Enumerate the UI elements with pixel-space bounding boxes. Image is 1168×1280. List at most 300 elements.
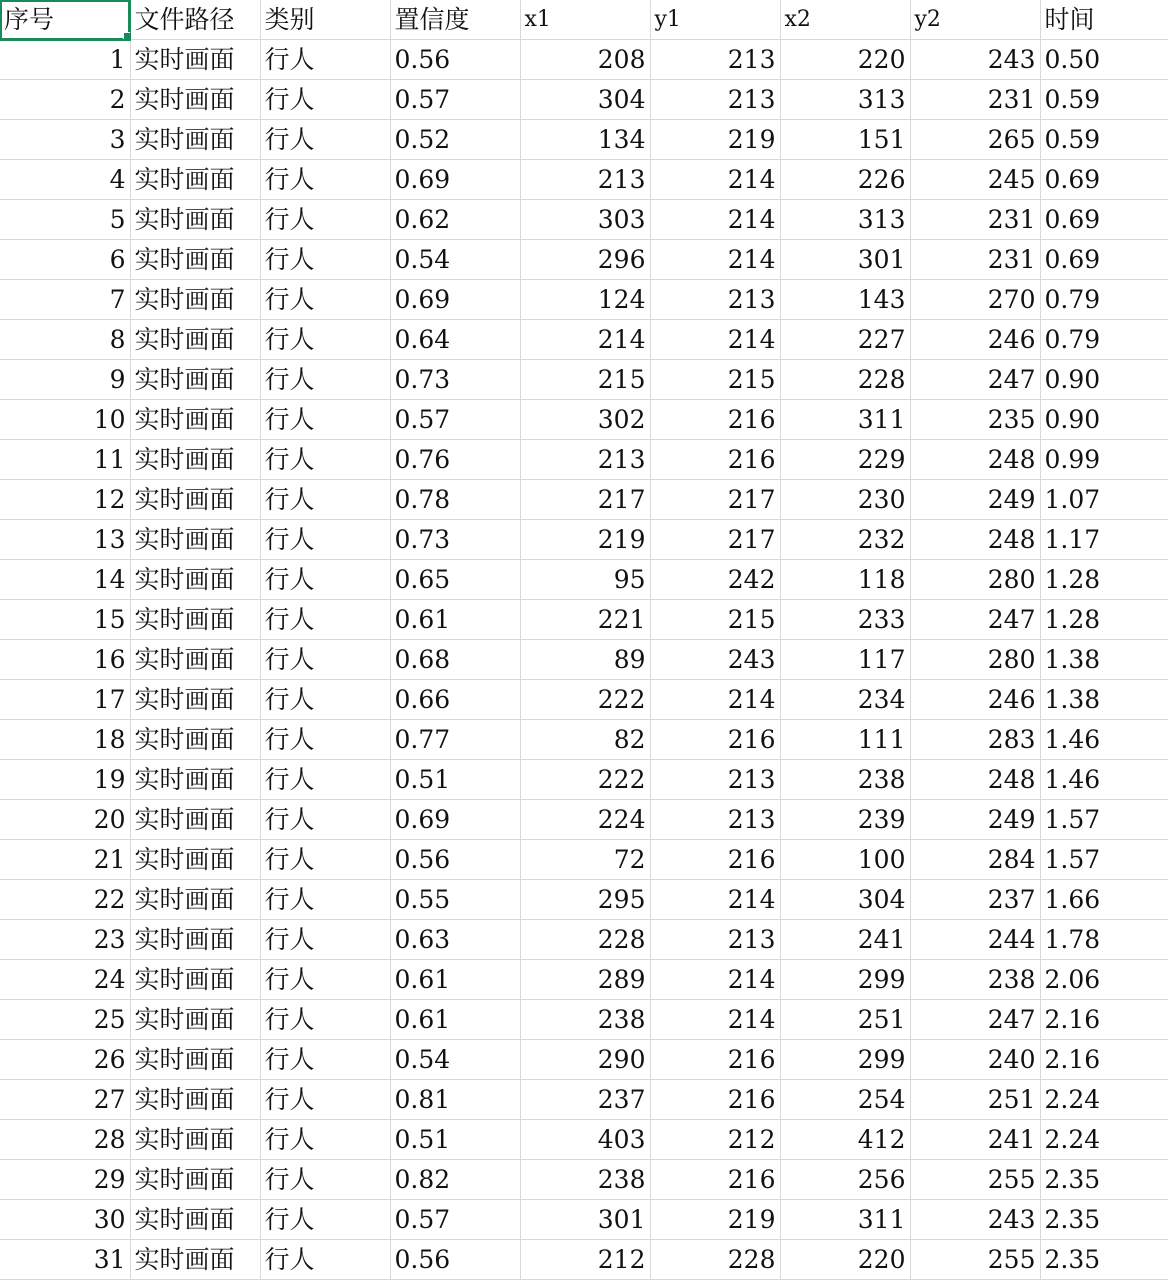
cell-class[interactable]: 行人 — [260, 760, 390, 800]
cell-path[interactable]: 实时画面 — [130, 160, 260, 200]
cell-x1[interactable]: 215 — [520, 360, 650, 400]
cell-path[interactable]: 实时画面 — [130, 280, 260, 320]
cell-y1[interactable]: 215 — [650, 600, 780, 640]
cell-y1[interactable]: 217 — [650, 520, 780, 560]
cell-y2[interactable]: 270 — [910, 280, 1040, 320]
header-cell-confidence[interactable]: 置信度 — [390, 0, 520, 40]
cell-y2[interactable]: 255 — [910, 1160, 1040, 1200]
cell-time[interactable]: 2.06 — [1040, 960, 1168, 1000]
cell-x2[interactable]: 233 — [780, 600, 910, 640]
cell-time[interactable]: 2.35 — [1040, 1160, 1168, 1200]
cell-y1[interactable]: 213 — [650, 80, 780, 120]
cell-confidence[interactable]: 0.51 — [390, 1120, 520, 1160]
cell-x1[interactable]: 217 — [520, 480, 650, 520]
cell-index[interactable]: 13 — [0, 520, 130, 560]
cell-x2[interactable]: 230 — [780, 480, 910, 520]
cell-index[interactable]: 2 — [0, 80, 130, 120]
cell-index[interactable]: 15 — [0, 600, 130, 640]
cell-index[interactable]: 23 — [0, 920, 130, 960]
cell-class[interactable]: 行人 — [260, 120, 390, 160]
cell-y1[interactable]: 213 — [650, 40, 780, 80]
cell-y2[interactable]: 280 — [910, 560, 1040, 600]
cell-x2[interactable]: 238 — [780, 760, 910, 800]
cell-x2[interactable]: 304 — [780, 880, 910, 920]
cell-y1[interactable]: 219 — [650, 120, 780, 160]
cell-index[interactable]: 11 — [0, 440, 130, 480]
cell-class[interactable]: 行人 — [260, 200, 390, 240]
cell-class[interactable]: 行人 — [260, 560, 390, 600]
cell-class[interactable]: 行人 — [260, 640, 390, 680]
cell-class[interactable]: 行人 — [260, 480, 390, 520]
cell-confidence[interactable]: 0.54 — [390, 240, 520, 280]
cell-y1[interactable]: 219 — [650, 1200, 780, 1240]
cell-class[interactable]: 行人 — [260, 1040, 390, 1080]
cell-y2[interactable]: 245 — [910, 160, 1040, 200]
cell-x1[interactable]: 238 — [520, 1160, 650, 1200]
cell-confidence[interactable]: 0.54 — [390, 1040, 520, 1080]
cell-path[interactable]: 实时画面 — [130, 320, 260, 360]
cell-time[interactable]: 2.35 — [1040, 1200, 1168, 1240]
cell-y2[interactable]: 231 — [910, 200, 1040, 240]
cell-path[interactable]: 实时画面 — [130, 1160, 260, 1200]
cell-x1[interactable]: 289 — [520, 960, 650, 1000]
cell-y1[interactable]: 213 — [650, 760, 780, 800]
cell-class[interactable]: 行人 — [260, 680, 390, 720]
cell-confidence[interactable]: 0.57 — [390, 1200, 520, 1240]
cell-index[interactable]: 25 — [0, 1000, 130, 1040]
cell-y1[interactable]: 216 — [650, 720, 780, 760]
cell-class[interactable]: 行人 — [260, 520, 390, 560]
cell-x1[interactable]: 89 — [520, 640, 650, 680]
cell-path[interactable]: 实时画面 — [130, 440, 260, 480]
header-cell-path[interactable]: 文件路径 — [130, 0, 260, 40]
cell-class[interactable]: 行人 — [260, 1160, 390, 1200]
table-row — [0, 1080, 1168, 1120]
cell-x1[interactable]: 295 — [520, 880, 650, 920]
cell-index[interactable]: 30 — [0, 1200, 130, 1240]
cell-path[interactable]: 实时画面 — [130, 40, 260, 80]
cell-index[interactable]: 14 — [0, 560, 130, 600]
header-cell-y1[interactable]: y1 — [650, 0, 780, 40]
cell-time[interactable]: 1.66 — [1040, 880, 1168, 920]
cell-time[interactable]: 0.90 — [1040, 360, 1168, 400]
cell-path[interactable]: 实时画面 — [130, 1120, 260, 1160]
cell-x1[interactable]: 301 — [520, 1200, 650, 1240]
cell-time[interactable]: 1.46 — [1040, 760, 1168, 800]
cell-x1[interactable]: 238 — [520, 1000, 650, 1040]
cell-confidence[interactable]: 0.55 — [390, 880, 520, 920]
cell-x1[interactable]: 219 — [520, 520, 650, 560]
cell-x2[interactable]: 100 — [780, 840, 910, 880]
cell-x2[interactable]: 254 — [780, 1080, 910, 1120]
cell-x2[interactable]: 313 — [780, 80, 910, 120]
cell-y1[interactable]: 213 — [650, 800, 780, 840]
cell-index[interactable]: 7 — [0, 280, 130, 320]
cell-x2[interactable]: 226 — [780, 160, 910, 200]
cell-x1[interactable]: 221 — [520, 600, 650, 640]
cell-path[interactable]: 实时画面 — [130, 720, 260, 760]
cell-index[interactable]: 27 — [0, 1080, 130, 1120]
cell-x1[interactable]: 303 — [520, 200, 650, 240]
cell-y2[interactable]: 251 — [910, 1080, 1040, 1120]
cell-y1[interactable]: 217 — [650, 480, 780, 520]
cell-x2[interactable]: 111 — [780, 720, 910, 760]
cell-class[interactable]: 行人 — [260, 80, 390, 120]
cell-index[interactable]: 21 — [0, 840, 130, 880]
cell-x1[interactable]: 302 — [520, 400, 650, 440]
cell-x1[interactable]: 82 — [520, 720, 650, 760]
cell-path[interactable]: 实时画面 — [130, 960, 260, 1000]
cell-y1[interactable]: 243 — [650, 640, 780, 680]
cell-y2[interactable]: 231 — [910, 240, 1040, 280]
cell-y2[interactable]: 235 — [910, 400, 1040, 440]
table-row — [0, 600, 1168, 640]
cell-confidence[interactable]: 0.66 — [390, 680, 520, 720]
cell-index[interactable]: 20 — [0, 800, 130, 840]
cell-class[interactable]: 行人 — [260, 1200, 390, 1240]
cell-time[interactable]: 0.69 — [1040, 200, 1168, 240]
cell-x2[interactable]: 251 — [780, 1000, 910, 1040]
cell-y2[interactable]: 240 — [910, 1040, 1040, 1080]
cell-time[interactable]: 0.69 — [1040, 160, 1168, 200]
cell-x1[interactable]: 214 — [520, 320, 650, 360]
cell-index[interactable]: 24 — [0, 960, 130, 1000]
cell-y2[interactable]: 246 — [910, 320, 1040, 360]
cell-x1[interactable]: 222 — [520, 760, 650, 800]
cell-time[interactable]: 0.59 — [1040, 80, 1168, 120]
cell-index[interactable]: 22 — [0, 880, 130, 920]
cell-confidence[interactable]: 0.77 — [390, 720, 520, 760]
cell-path[interactable]: 实时画面 — [130, 400, 260, 440]
cell-confidence[interactable]: 0.82 — [390, 1160, 520, 1200]
cell-path[interactable]: 实时画面 — [130, 1000, 260, 1040]
cell-class[interactable]: 行人 — [260, 240, 390, 280]
cell-y1[interactable]: 216 — [650, 1160, 780, 1200]
header-cell-y2[interactable]: y2 — [910, 0, 1040, 40]
cell-confidence[interactable]: 0.64 — [390, 320, 520, 360]
cell-time[interactable]: 0.59 — [1040, 120, 1168, 160]
cell-time[interactable]: 2.24 — [1040, 1080, 1168, 1120]
cell-x1[interactable]: 213 — [520, 160, 650, 200]
cell-class[interactable]: 行人 — [260, 600, 390, 640]
cell-class[interactable]: 行人 — [260, 880, 390, 920]
cell-y1[interactable]: 212 — [650, 1120, 780, 1160]
cell-x2[interactable]: 256 — [780, 1160, 910, 1200]
cell-time[interactable]: 1.28 — [1040, 600, 1168, 640]
header-cell-index[interactable]: 序号 — [0, 0, 130, 40]
cell-y2[interactable]: 284 — [910, 840, 1040, 880]
cell-time[interactable]: 1.38 — [1040, 640, 1168, 680]
cell-index[interactable]: 28 — [0, 1120, 130, 1160]
header-cell-class[interactable]: 类别 — [260, 0, 390, 40]
cell-y1[interactable]: 214 — [650, 960, 780, 1000]
cell-class[interactable]: 行人 — [260, 840, 390, 880]
cell-x2[interactable]: 234 — [780, 680, 910, 720]
cell-x2[interactable]: 229 — [780, 440, 910, 480]
cell-class[interactable]: 行人 — [260, 280, 390, 320]
table-row — [0, 480, 1168, 520]
cell-path[interactable]: 实时画面 — [130, 520, 260, 560]
cell-confidence[interactable]: 0.65 — [390, 560, 520, 600]
cell-confidence[interactable]: 0.52 — [390, 120, 520, 160]
cell-time[interactable]: 0.90 — [1040, 400, 1168, 440]
cell-time[interactable]: 0.79 — [1040, 320, 1168, 360]
cell-index[interactable]: 5 — [0, 200, 130, 240]
cell-time[interactable]: 1.38 — [1040, 680, 1168, 720]
cell-x1[interactable]: 296 — [520, 240, 650, 280]
table-row — [0, 1000, 1168, 1040]
cell-index[interactable]: 9 — [0, 360, 130, 400]
cell-x2[interactable]: 239 — [780, 800, 910, 840]
cell-x2[interactable]: 232 — [780, 520, 910, 560]
header-cell-time[interactable]: 时间 — [1040, 0, 1168, 40]
cell-y2[interactable]: 249 — [910, 480, 1040, 520]
cell-class[interactable]: 行人 — [260, 960, 390, 1000]
cell-confidence[interactable]: 0.62 — [390, 200, 520, 240]
cell-confidence[interactable]: 0.56 — [390, 840, 520, 880]
cell-y1[interactable]: 216 — [650, 1080, 780, 1120]
cell-y2[interactable]: 247 — [910, 600, 1040, 640]
cell-path[interactable]: 实时画面 — [130, 880, 260, 920]
cell-index[interactable]: 19 — [0, 760, 130, 800]
cell-class[interactable]: 行人 — [260, 360, 390, 400]
cell-y1[interactable]: 213 — [650, 920, 780, 960]
cell-y1[interactable]: 242 — [650, 560, 780, 600]
cell-path[interactable]: 实时画面 — [130, 1240, 260, 1280]
cell-y1[interactable]: 216 — [650, 440, 780, 480]
table-row — [0, 1040, 1168, 1080]
cell-class[interactable]: 行人 — [260, 320, 390, 360]
cell-confidence[interactable]: 0.57 — [390, 80, 520, 120]
cell-x2[interactable]: 220 — [780, 1240, 910, 1280]
cell-path[interactable]: 实时画面 — [130, 800, 260, 840]
cell-x2[interactable]: 311 — [780, 1200, 910, 1240]
cell-confidence[interactable]: 0.61 — [390, 960, 520, 1000]
cell-confidence[interactable]: 0.76 — [390, 440, 520, 480]
cell-path[interactable]: 实时画面 — [130, 120, 260, 160]
table-row — [0, 280, 1168, 320]
cell-y1[interactable]: 214 — [650, 320, 780, 360]
cell-path[interactable]: 实时画面 — [130, 680, 260, 720]
cell-y1[interactable]: 214 — [650, 880, 780, 920]
cell-time[interactable]: 1.17 — [1040, 520, 1168, 560]
cell-y2[interactable]: 255 — [910, 1240, 1040, 1280]
cell-index[interactable]: 31 — [0, 1240, 130, 1280]
cell-x1[interactable]: 403 — [520, 1120, 650, 1160]
cell-time[interactable]: 1.46 — [1040, 720, 1168, 760]
cell-y1[interactable]: 228 — [650, 1240, 780, 1280]
cell-path[interactable]: 实时画面 — [130, 360, 260, 400]
cell-class[interactable]: 行人 — [260, 40, 390, 80]
cell-y1[interactable]: 214 — [650, 680, 780, 720]
cell-index[interactable]: 26 — [0, 1040, 130, 1080]
cell-x1[interactable]: 222 — [520, 680, 650, 720]
cell-path[interactable]: 实时画面 — [130, 80, 260, 120]
cell-time[interactable]: 2.16 — [1040, 1040, 1168, 1080]
cell-index[interactable]: 18 — [0, 720, 130, 760]
cell-y1[interactable]: 214 — [650, 200, 780, 240]
cell-y2[interactable]: 265 — [910, 120, 1040, 160]
cell-path[interactable]: 实时画面 — [130, 1080, 260, 1120]
cell-y2[interactable]: 280 — [910, 640, 1040, 680]
cell-class[interactable]: 行人 — [260, 720, 390, 760]
cell-x1[interactable]: 224 — [520, 800, 650, 840]
cell-time[interactable]: 0.79 — [1040, 280, 1168, 320]
cell-time[interactable]: 1.07 — [1040, 480, 1168, 520]
cell-class[interactable]: 行人 — [260, 440, 390, 480]
cell-time[interactable]: 0.69 — [1040, 240, 1168, 280]
cell-index[interactable]: 4 — [0, 160, 130, 200]
table-row — [0, 240, 1168, 280]
cell-x2[interactable]: 412 — [780, 1120, 910, 1160]
cell-x2[interactable]: 151 — [780, 120, 910, 160]
cell-class[interactable]: 行人 — [260, 160, 390, 200]
cell-x1[interactable]: 304 — [520, 80, 650, 120]
cell-time[interactable]: 0.99 — [1040, 440, 1168, 480]
cell-class[interactable]: 行人 — [260, 1000, 390, 1040]
cell-confidence[interactable]: 0.78 — [390, 480, 520, 520]
cell-x1[interactable]: 124 — [520, 280, 650, 320]
table-row — [0, 720, 1168, 760]
cell-class[interactable]: 行人 — [260, 1240, 390, 1280]
cell-confidence[interactable]: 0.56 — [390, 40, 520, 80]
table-row — [0, 320, 1168, 360]
cell-y2[interactable]: 241 — [910, 1120, 1040, 1160]
cell-path[interactable]: 实时画面 — [130, 600, 260, 640]
cell-y2[interactable]: 248 — [910, 520, 1040, 560]
cell-path[interactable]: 实时画面 — [130, 480, 260, 520]
cell-class[interactable]: 行人 — [260, 400, 390, 440]
cell-x1[interactable]: 212 — [520, 1240, 650, 1280]
cell-y2[interactable]: 247 — [910, 1000, 1040, 1040]
cell-time[interactable]: 2.24 — [1040, 1120, 1168, 1160]
cell-x2[interactable]: 301 — [780, 240, 910, 280]
cell-x2[interactable]: 228 — [780, 360, 910, 400]
cell-y2[interactable]: 244 — [910, 920, 1040, 960]
cell-x2[interactable]: 118 — [780, 560, 910, 600]
cell-confidence[interactable]: 0.68 — [390, 640, 520, 680]
cell-index[interactable]: 8 — [0, 320, 130, 360]
cell-y1[interactable]: 215 — [650, 360, 780, 400]
cell-path[interactable]: 实时画面 — [130, 920, 260, 960]
cell-path[interactable]: 实时画面 — [130, 1200, 260, 1240]
header-cell-x1[interactable]: x1 — [520, 0, 650, 40]
cell-time[interactable]: 2.16 — [1040, 1000, 1168, 1040]
cell-time[interactable]: 1.57 — [1040, 840, 1168, 880]
cell-y1[interactable]: 214 — [650, 1000, 780, 1040]
cell-x1[interactable]: 213 — [520, 440, 650, 480]
cell-x2[interactable]: 299 — [780, 1040, 910, 1080]
cell-index[interactable]: 16 — [0, 640, 130, 680]
cell-confidence[interactable]: 0.57 — [390, 400, 520, 440]
cell-y2[interactable]: 283 — [910, 720, 1040, 760]
cell-x1[interactable]: 228 — [520, 920, 650, 960]
cell-x1[interactable]: 72 — [520, 840, 650, 880]
cell-y2[interactable]: 248 — [910, 760, 1040, 800]
cell-confidence[interactable]: 0.73 — [390, 520, 520, 560]
cell-confidence[interactable]: 0.73 — [390, 360, 520, 400]
cell-path[interactable]: 实时画面 — [130, 640, 260, 680]
table-row — [0, 960, 1168, 1000]
cell-y1[interactable]: 214 — [650, 160, 780, 200]
cell-x1[interactable]: 208 — [520, 40, 650, 80]
cell-x1[interactable]: 95 — [520, 560, 650, 600]
cell-class[interactable]: 行人 — [260, 800, 390, 840]
cell-x1[interactable]: 290 — [520, 1040, 650, 1080]
cell-path[interactable]: 实时画面 — [130, 760, 260, 800]
cell-time[interactable]: 0.50 — [1040, 40, 1168, 80]
cell-confidence[interactable]: 0.63 — [390, 920, 520, 960]
cell-confidence[interactable]: 0.61 — [390, 600, 520, 640]
cell-index[interactable]: 12 — [0, 480, 130, 520]
cell-time[interactable]: 1.57 — [1040, 800, 1168, 840]
cell-index[interactable]: 6 — [0, 240, 130, 280]
cell-y1[interactable]: 216 — [650, 1040, 780, 1080]
cell-x2[interactable]: 227 — [780, 320, 910, 360]
cell-confidence[interactable]: 0.56 — [390, 1240, 520, 1280]
cell-x2[interactable]: 313 — [780, 200, 910, 240]
cell-index[interactable]: 3 — [0, 120, 130, 160]
cell-path[interactable]: 实时画面 — [130, 240, 260, 280]
cell-path[interactable]: 实时画面 — [130, 1040, 260, 1080]
cell-y2[interactable]: 247 — [910, 360, 1040, 400]
cell-y2[interactable]: 246 — [910, 680, 1040, 720]
cell-y1[interactable]: 216 — [650, 840, 780, 880]
cell-y1[interactable]: 213 — [650, 280, 780, 320]
cell-index[interactable]: 29 — [0, 1160, 130, 1200]
cell-class[interactable]: 行人 — [260, 1080, 390, 1120]
cell-y2[interactable]: 243 — [910, 1200, 1040, 1240]
table-row — [0, 1240, 1168, 1280]
cell-confidence[interactable]: 0.61 — [390, 1000, 520, 1040]
cell-class[interactable]: 行人 — [260, 920, 390, 960]
cell-y1[interactable]: 214 — [650, 240, 780, 280]
cell-y2[interactable]: 249 — [910, 800, 1040, 840]
cell-x1[interactable]: 134 — [520, 120, 650, 160]
cell-time[interactable]: 1.28 — [1040, 560, 1168, 600]
cell-time[interactable]: 2.35 — [1040, 1240, 1168, 1280]
cell-index[interactable]: 10 — [0, 400, 130, 440]
cell-y2[interactable]: 231 — [910, 80, 1040, 120]
cell-y2[interactable]: 248 — [910, 440, 1040, 480]
cell-path[interactable]: 实时画面 — [130, 200, 260, 240]
cell-y2[interactable]: 237 — [910, 880, 1040, 920]
cell-confidence[interactable]: 0.51 — [390, 760, 520, 800]
cell-x2[interactable]: 220 — [780, 40, 910, 80]
cell-confidence[interactable]: 0.69 — [390, 160, 520, 200]
cell-x2[interactable]: 117 — [780, 640, 910, 680]
cell-confidence[interactable]: 0.81 — [390, 1080, 520, 1120]
cell-x2[interactable]: 299 — [780, 960, 910, 1000]
cell-time[interactable]: 1.78 — [1040, 920, 1168, 960]
cell-confidence[interactable]: 0.69 — [390, 800, 520, 840]
cell-x1[interactable]: 237 — [520, 1080, 650, 1120]
cell-y2[interactable]: 243 — [910, 40, 1040, 80]
cell-x2[interactable]: 311 — [780, 400, 910, 440]
cell-index[interactable]: 1 — [0, 40, 130, 80]
cell-path[interactable]: 实时画面 — [130, 560, 260, 600]
cell-x2[interactable]: 143 — [780, 280, 910, 320]
cell-confidence[interactable]: 0.69 — [390, 280, 520, 320]
cell-y1[interactable]: 216 — [650, 400, 780, 440]
cell-x2[interactable]: 241 — [780, 920, 910, 960]
fill-handle[interactable] — [123, 32, 131, 40]
cell-index[interactable]: 17 — [0, 680, 130, 720]
cell-y2[interactable]: 238 — [910, 960, 1040, 1000]
cell-path[interactable]: 实时画面 — [130, 840, 260, 880]
cell-class[interactable]: 行人 — [260, 1120, 390, 1160]
header-cell-x2[interactable]: x2 — [780, 0, 910, 40]
